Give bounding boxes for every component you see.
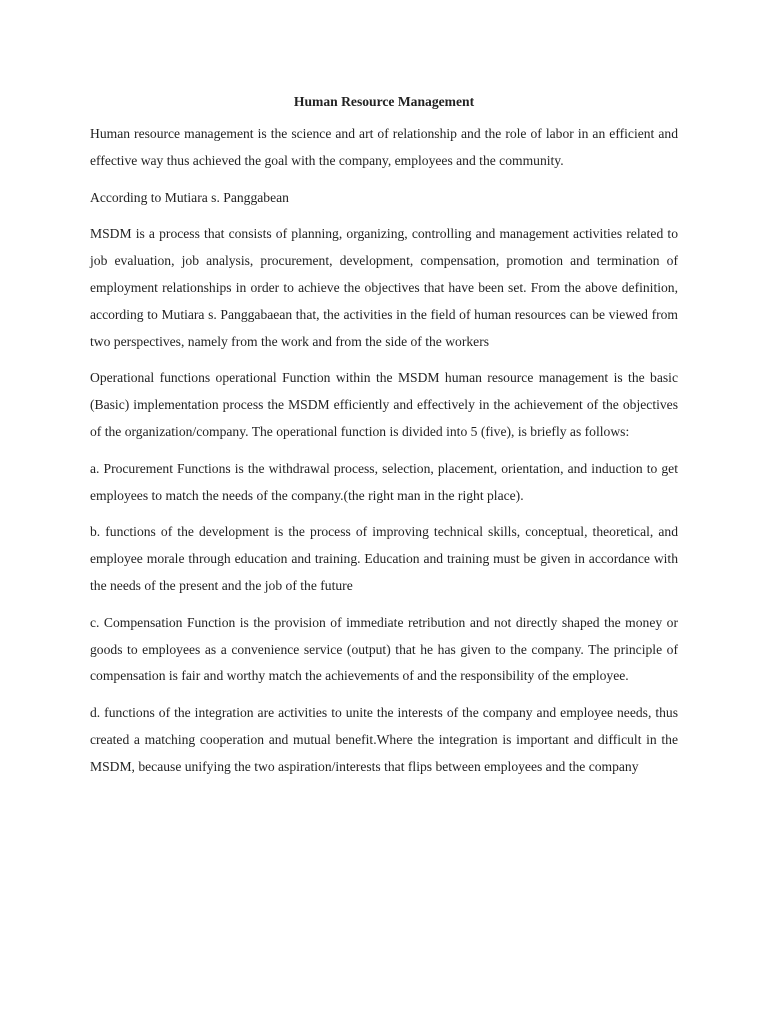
paragraph-source: According to Mutiara s. Panggabean: [90, 189, 289, 205]
paragraph-operational-functions: Operational functions operational Function within the MSDM human resource management is the basic (Basic) implementation process the MSDM efficiently and effectively in the achievement of the objectives of the organization/company. The operational function is divided into 5 (five), is briefly as follows:: [90, 370, 678, 439]
document-body: [90, 92, 678, 791]
document-title: Human Resource Management: [293, 94, 475, 109]
paragraph-integration: d. functions of the integration are activities to unite the interests of the company and employee needs, thus created a matching cooperation and mutual benefit.Where the integration is important and difficult in the MSDM, because unifying the two aspiration/interests that flips between employees and the company: [90, 705, 678, 774]
paragraph-definition: Human resource management is the science and art of relationship and the role of labor in an efficient and effective way thus achieved the goal with the company, employees and the community.: [90, 126, 678, 168]
paragraph-procurement: a. Procurement Functions is the withdrawal process, selection, placement, orientation, and induction to get employees to match the needs of the company.(the right man in the right place).: [90, 460, 678, 503]
paragraph-msdm-process: MSDM is a process that consists of planning, organizing, controlling and management activities related to job evaluation, job analysis, procurement, development, compensation, promotion and termination of employment relationships in order to achieve the objectives that have been set. From the above definition, according to Mutiara s. Panggabaean that, the activities in the field of human resources can be viewed from two perspectives, namely from the work and from the side of the workers: [90, 226, 678, 349]
paragraph-development: b. functions of the development is the process of improving technical skills, conceptual, theoretical, and employee morale through education and training. Education and training must be given in accordance with the needs of the present and the job of the future: [90, 524, 678, 593]
paragraph-compensation: c. Compensation Function is the provision of immediate retribution and not directly shaped the money or goods to employees as a convenience service (output) that he has given to the company. The principle of compensation is fair and worthy match the achievements of and the responsibility of the employee.: [90, 614, 678, 684]
